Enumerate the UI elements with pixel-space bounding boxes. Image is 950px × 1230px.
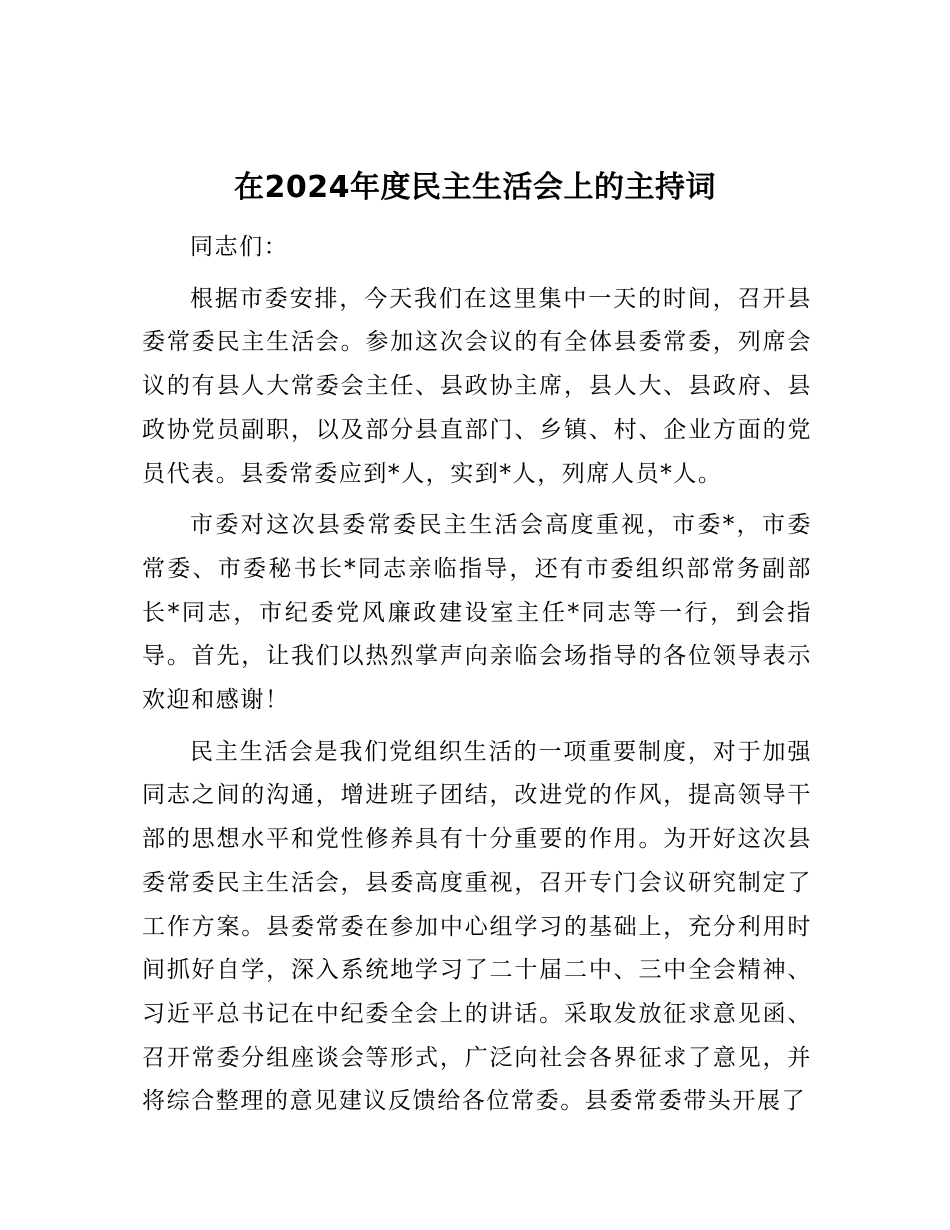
document-body (142, 226, 812, 1132)
paragraph-preparation: 民主生活会是我们党组织生活的一项重要制度，对于加强同志之间的沟通，增进班子团结，改进党的作风，提高领导干部的思想水平和党性修养具有十分重要的作用。为开好这次县委常委民主生活会，县委高度重视，召开专门会议研究制定了工作方案。县委常委在参加中心组学习的基础上，充分利用时间抓好自学，深入系统地学习了二十届二中、三中全会精神、习近平总书记在中纪委全会上的讲话。采取发放征求意见函、召开常委分组座谈会等形式，广泛向社会各界征求了意见，并将综合整理的意见建议反馈给各位常委。县委常委带头开展了 (142, 738, 812, 1115)
salutation: 同志们： (190, 234, 289, 260)
document-title: 在2024年度民主生活会上的主持词 (234, 170, 716, 205)
paragraph-attendance: 根据市委安排，今天我们在这里集中一天的时间，召开县委常委民主生活会。参加这次会议的有全体县委常委，列席会议的有县人大常委会主任、县政协主席，县人大、县政府、县政协党员副职，以及部分县直部门、乡镇、村、企业方面的党员代表。县委常委应到*人，实到*人，列席人员*人。 (142, 285, 812, 487)
paragraph-guidance: 市委对这次县委常委民主生活会高度重视，市委*，市委常委、市委秘书长*同志亲临指导，还有市委组织部常务副部长*同志，市纪委党风廉政建设室主任*同志等一行，到会指导。首先，让我们以热烈掌声向亲临会场指导的各位领导表示欢迎和感谢！ (142, 512, 812, 714)
